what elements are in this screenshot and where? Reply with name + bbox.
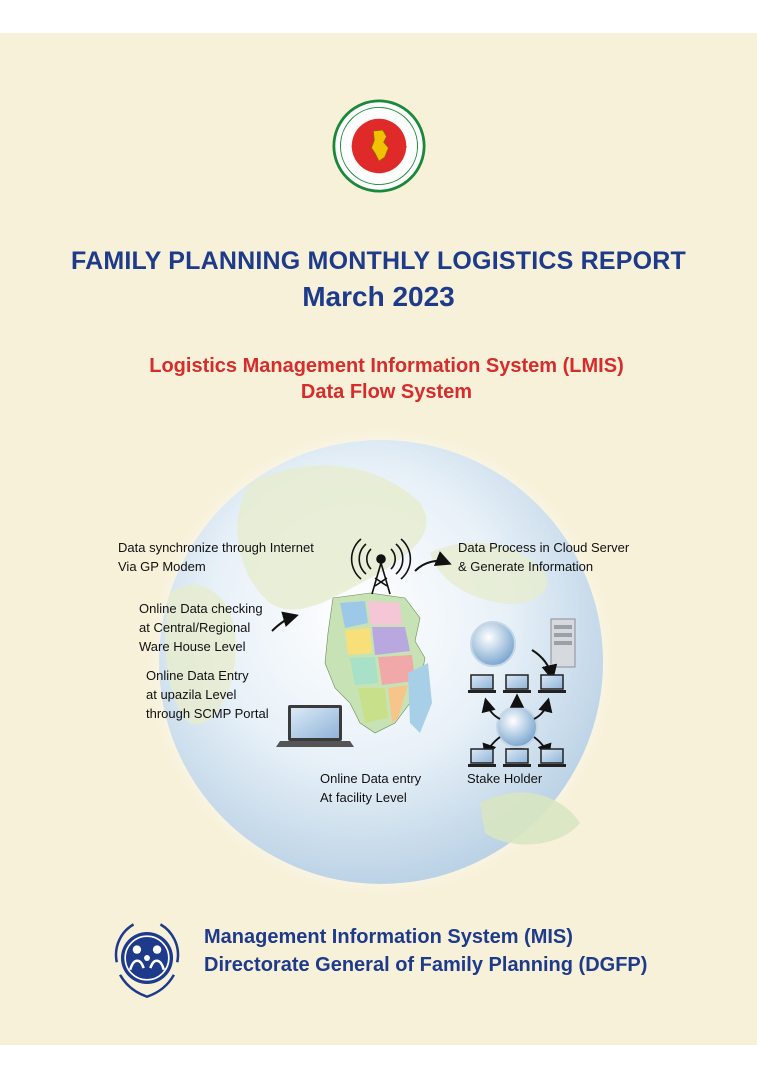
report-title: FAMILY PLANNING MONTHLY LOGISTICS REPORT [70,247,686,275]
label-entry-line1: Online Data Entry [146,668,249,683]
report-cover [0,33,757,1045]
report-month: March 2023 [302,281,455,312]
label-process-line2: & Generate Information [458,559,594,574]
monitor-row-top [468,675,566,693]
label-sync [118,538,314,576]
subtitle-data-flow: Data Flow System [300,381,473,403]
label-facility-line1: Online Data entry [320,771,422,786]
svg-text:★: ★ [403,143,408,149]
cloud-globe-icon [471,622,515,666]
label-entry-line2: at upazila Level [146,687,237,702]
subtitle-lmis: Logistics Management Information System (LMIS) [149,355,624,377]
footer-mis: Management Information System (MIS) [204,926,573,948]
label-upazila-entry [146,666,269,723]
footer-dgfp: Directorate General of Family Planning (DGFP) [204,954,648,976]
label-facility-line2: At facility Level [320,790,407,805]
dgfp-logo-icon [105,916,189,1000]
label-entry-line3: through SCMP Portal [146,706,269,721]
label-checking [139,599,263,656]
label-checking-line2: at Central/Regional [139,620,251,635]
label-sync-line1: Data synchronize through Internet [118,540,314,555]
label-stakeholder: Stake Holder [467,771,543,786]
data-flow-diagram [0,33,757,1045]
monitor-row-bottom [468,749,566,767]
server-icon [551,619,575,667]
label-facility-entry [320,769,421,807]
label-checking-line3: Ware House Level [139,639,246,654]
svg-text:★: ★ [350,143,356,149]
label-cloud-process [458,538,629,576]
label-checking-line1: Online Data checking [139,601,263,616]
label-sync-line2: Via GP Modem [118,559,206,574]
label-process-line1: Data Process in Cloud Server [458,540,630,555]
hub-globe-icon [497,707,537,747]
